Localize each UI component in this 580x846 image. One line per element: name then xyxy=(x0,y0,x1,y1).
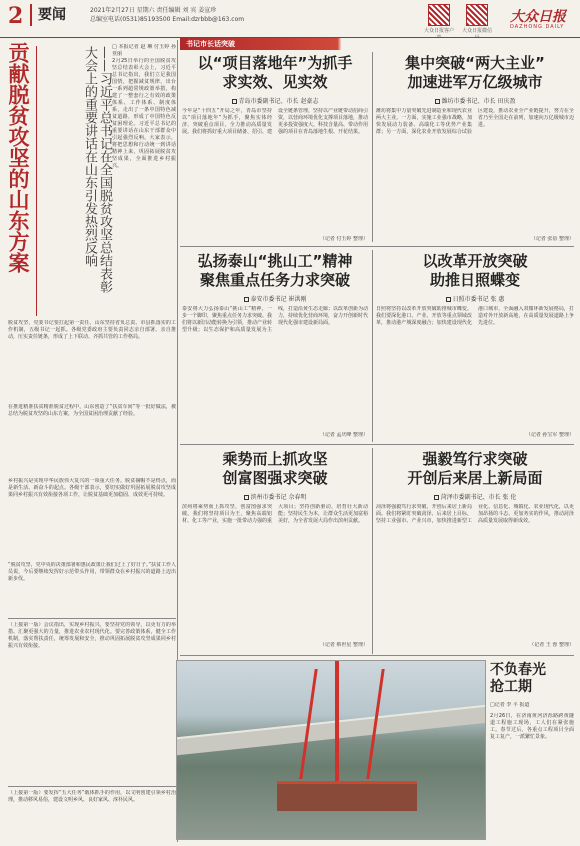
lead-body-col1: 2月25日举行的全国脱贫攻坚总结表彰大会上，习近平总书记指出，我们立足我国国情，把握减贫规律，出台一系列超常规政策举措，构建了一整套行之有效的政策体系、工作体系、制度体系，走出了一条中国特色减贫道路，形成了中国特色反贫困理论。习近平总书记的重要讲话在山东干部群众中引起强烈反响。大家表示，将把思想和行动统一到讲话精神上来，巩固拓展脱贫攻坚成果，全面推进乡村振兴。 xyxy=(112,58,176,169)
divider xyxy=(8,618,176,619)
header-meta-line2: 总编室电话(0531)85193500 Email:dzrbbb@163.com xyxy=(90,16,245,23)
article-headline xyxy=(182,54,368,92)
headline-line2: 求实效、见实效 xyxy=(222,73,328,91)
headline-line1: 以改革开放突破 xyxy=(422,252,528,270)
header-meta-line1: 2021年2月27日 星期六 责任编辑 刘 宾 姜宣珍 xyxy=(90,7,217,14)
row-divider xyxy=(180,246,574,247)
headline-line1: 以“项目落地年”为抓手 xyxy=(197,54,353,72)
article-body: 今年是“十四五”开局之年，青岛市坚持以“项目落地年”为抓手，聚焦实体经济、突破重点项目，全力推动高质量发展。我们将抓好重大项目储备、招引、建设全链条管理，坚持以产业链带动招商引资，以营商环境优化支撑项目落地，推动更多投资强度大、科技含量高、带动作用强的项目在青岛落地生根、开花结果。 xyxy=(182,108,368,135)
headline-line2: 创富图强求突破 xyxy=(222,469,328,487)
photo-caption xyxy=(490,662,574,833)
qr-code-label: 大众日报微信 xyxy=(462,28,493,34)
photo-caption-text: 2月26日，在济南黄河济泺路跨黄隧道工程施工现场，工人们在紧张施工。春节过后，各重点工程项目全面复工复产，一派繁忙景象。 xyxy=(490,713,574,740)
headline-line2: 开创后来居上新局面 xyxy=(407,469,543,487)
byline-box-icon xyxy=(446,297,451,302)
article-byline xyxy=(376,96,574,105)
article-body: 潍坊将集中力量突破先进制造业和现代农业两大主业。一方面，实施工业强市战略，加快发展动力装备、高端化工等优势产业集群；另一方面，深化农业开放发展综合试验区建设，推动农业全产业链提升，努力在全省乃至全国走在前列，加速向万亿级城市迈进。 xyxy=(376,108,574,135)
continued-article-1: （上接第一版）会议指出，实现乡村振兴，要坚持党的领导，以更有力的举措、汇聚更强大的力量，推进农业农村现代化。要完善政策体系，健全工作机制，落实帮扶责任，统筹发展和安全，推动巩固拓展脱贫攻坚成果同乡村振兴有效衔接。 xyxy=(8,622,176,649)
column-banner xyxy=(180,38,574,50)
photo-crane xyxy=(299,669,384,779)
article-headline xyxy=(376,450,574,488)
lead-body-col5: “脱贫攻坚，党中央的决策部署和惠民政策让我们过上了好日子。”扶贫工作人员说，今后要继续发挥好示范带头作用，带领群众在乡村振兴的道路上迈出新步伐。 xyxy=(8,562,176,582)
headline-line1: 强毅笃行求突破 xyxy=(422,450,528,468)
headline-line2: 聚焦重点任务力求突破 xyxy=(199,271,350,289)
headline-line2: 加速进军万亿级城市 xyxy=(407,73,543,91)
continued-article-2: （上接第一版）要发挥“五大任务”载体抓手的作用，以文明创建引领乡村治理，推动移风易俗，建设文明乡风、良好家风、淳朴民风。 xyxy=(8,790,176,803)
byline-text: 滨州市委书记 佘春明 xyxy=(250,494,307,501)
article-headline xyxy=(182,450,368,488)
header-meta xyxy=(90,6,244,24)
byline-text: 潍坊市委书记、市长 田庆盈 xyxy=(441,98,516,105)
article-headline xyxy=(376,54,574,92)
article-body: 泰安将大力弘扬泰山“挑山工”精神，一步一个脚印，聚焦重点任务力求突破。我们将以新旧动能转换为引领，推动产业转型升级；以生态保护和高质量发展为主线，打造沿黄生态走廊；以改革创新为动力，持续优化营商环境，奋力开创新时代现代化强市建设新局面。 xyxy=(182,306,368,333)
headline-line2: 助推日照蝶变 xyxy=(429,271,520,289)
article-body: 滨州将乘势而上抓攻坚，创富图强求突破。我们将坚持项目为王，聚焦高端铝材、化工等产业，实施一批带动力强的重大项目；坚持创新驱动，培育壮大新动能；坚持民生为本，让群众生活更加富裕美好，为全省发展大局作出滨州贡献。 xyxy=(182,504,368,524)
photo-caption-title: 不负春光 抢工期 xyxy=(490,662,546,695)
article-source: （记者 付玉婷 整理） xyxy=(319,236,368,242)
masthead-subtitle: DAZHONG DAILY xyxy=(510,24,565,30)
article-headline xyxy=(182,252,368,290)
article-byline xyxy=(182,294,368,303)
byline-box-icon xyxy=(244,495,249,500)
lead-body-col2: 脱贫攻坚，党委书记要扛起第一责任。山东坚持省负总责、市县抓落实的工作机制，五级书记一起抓。各级党委政府主要负责同志亲自部署、亲自推动，压实责任链条，形成了上下联动、齐抓共管的工作格局。 xyxy=(8,320,176,340)
article-source: （记者 蔡世星 整理） xyxy=(319,642,368,648)
byline-box-icon xyxy=(435,99,440,104)
article-source: （记者 张蓓 整理） xyxy=(530,236,574,242)
article-headline xyxy=(376,252,574,290)
article-source: （记者 王 蓉 整理） xyxy=(529,642,574,648)
qr-code-icon xyxy=(466,4,488,26)
article-source: （记者 孟庆峰 整理） xyxy=(319,432,368,438)
byline-box-icon xyxy=(232,99,237,104)
column-banner-label: 书记市长话突破 xyxy=(186,40,235,48)
byline-text: 菏泽市委副书记、市长 张 伦 xyxy=(440,494,517,501)
row-divider xyxy=(180,655,574,656)
section-name: 要闻 xyxy=(30,4,82,26)
article-byline xyxy=(376,294,574,303)
row-divider xyxy=(180,444,574,445)
article-body: 日照将坚持以改革开放突破助推城市蝶变。我们要深化港口、产业、开放等重点领域改革，推动港产城深度融合；加快建设现代化港口城市，全面融入双循环新发展格局，打造对外开放新高地，在高质量发展道路上争先进位。 xyxy=(376,306,574,326)
divider xyxy=(8,786,176,787)
photo-barge xyxy=(277,781,417,811)
lead-body-col3: 在推进精准扶贫精准脱贫过程中，山东创造了“扶贫车间”等一批好做法，被总结为脱贫攻坚的山东方案，为全国贫困治理贡献了经验。 xyxy=(8,404,176,417)
qr-code-label: 大众日报客户 xyxy=(424,28,455,34)
lead-body-col4: 乡村振兴是实现中华民族伟大复兴的一项重大任务。脱贫摘帽不是终点，而是新生活、新奋斗的起点。各级干部表示，要切实做好巩固拓展脱贫攻坚成果同乡村振兴有效衔接各项工作，让脱贫基础更加稳固、成效更可持续。 xyxy=(8,478,176,498)
title-divider xyxy=(36,46,37,316)
headline-line1: 弘扬泰山“挑山工”精神 xyxy=(197,252,353,270)
byline-text: 泰安市委书记 崔洪刚 xyxy=(250,296,307,303)
masthead-logo: 大众日报 xyxy=(510,9,566,25)
byline-box-icon xyxy=(434,495,439,500)
photo-crane-mast xyxy=(335,661,339,781)
lead-byline: □ 本报记者 赵 琳 付玉婷 孙亚丽 xyxy=(112,44,176,56)
lead-subheadline: ——习近平总书记在全国脱贫攻坚总结表彰大会上的重要讲话在山东引发热烈反响 xyxy=(82,46,112,293)
article-byline xyxy=(376,492,574,501)
article-body: 菏泽将强毅笃行求突破，开创后来居上新局面。我们将紧盯突破菏泽、后来居上目标，坚持工业强市、产业兴市，加快推进新型工业化、信息化、城镇化、农业现代化，以更加昂扬的斗志、更加务实的作风，推动菏泽高质量发展取得新成效。 xyxy=(376,504,574,524)
column-divider xyxy=(372,250,373,442)
qr-code-icon xyxy=(428,4,450,26)
column-divider xyxy=(372,52,373,242)
page-header xyxy=(0,0,580,38)
article-byline xyxy=(182,96,368,105)
photo-caption-byline: □记者 李 平 报道 xyxy=(490,702,530,708)
news-photo xyxy=(176,660,486,840)
byline-text: 日照市委书记 张 惠 xyxy=(452,296,505,303)
column-divider xyxy=(372,448,373,654)
article-byline xyxy=(182,492,368,501)
article-source: （记者 孙宝军 整理） xyxy=(525,432,574,438)
page-number: 2 xyxy=(8,3,24,29)
headline-line1: 集中突破“两大主业” xyxy=(405,54,545,72)
lead-headline: 贡献脱贫攻坚的山东方案 xyxy=(6,42,31,273)
byline-box-icon xyxy=(244,297,249,302)
headline-line1: 乘势而上抓攻坚 xyxy=(222,450,328,468)
byline-text: 青岛市委副书记、市长 赵豪志 xyxy=(238,98,319,105)
